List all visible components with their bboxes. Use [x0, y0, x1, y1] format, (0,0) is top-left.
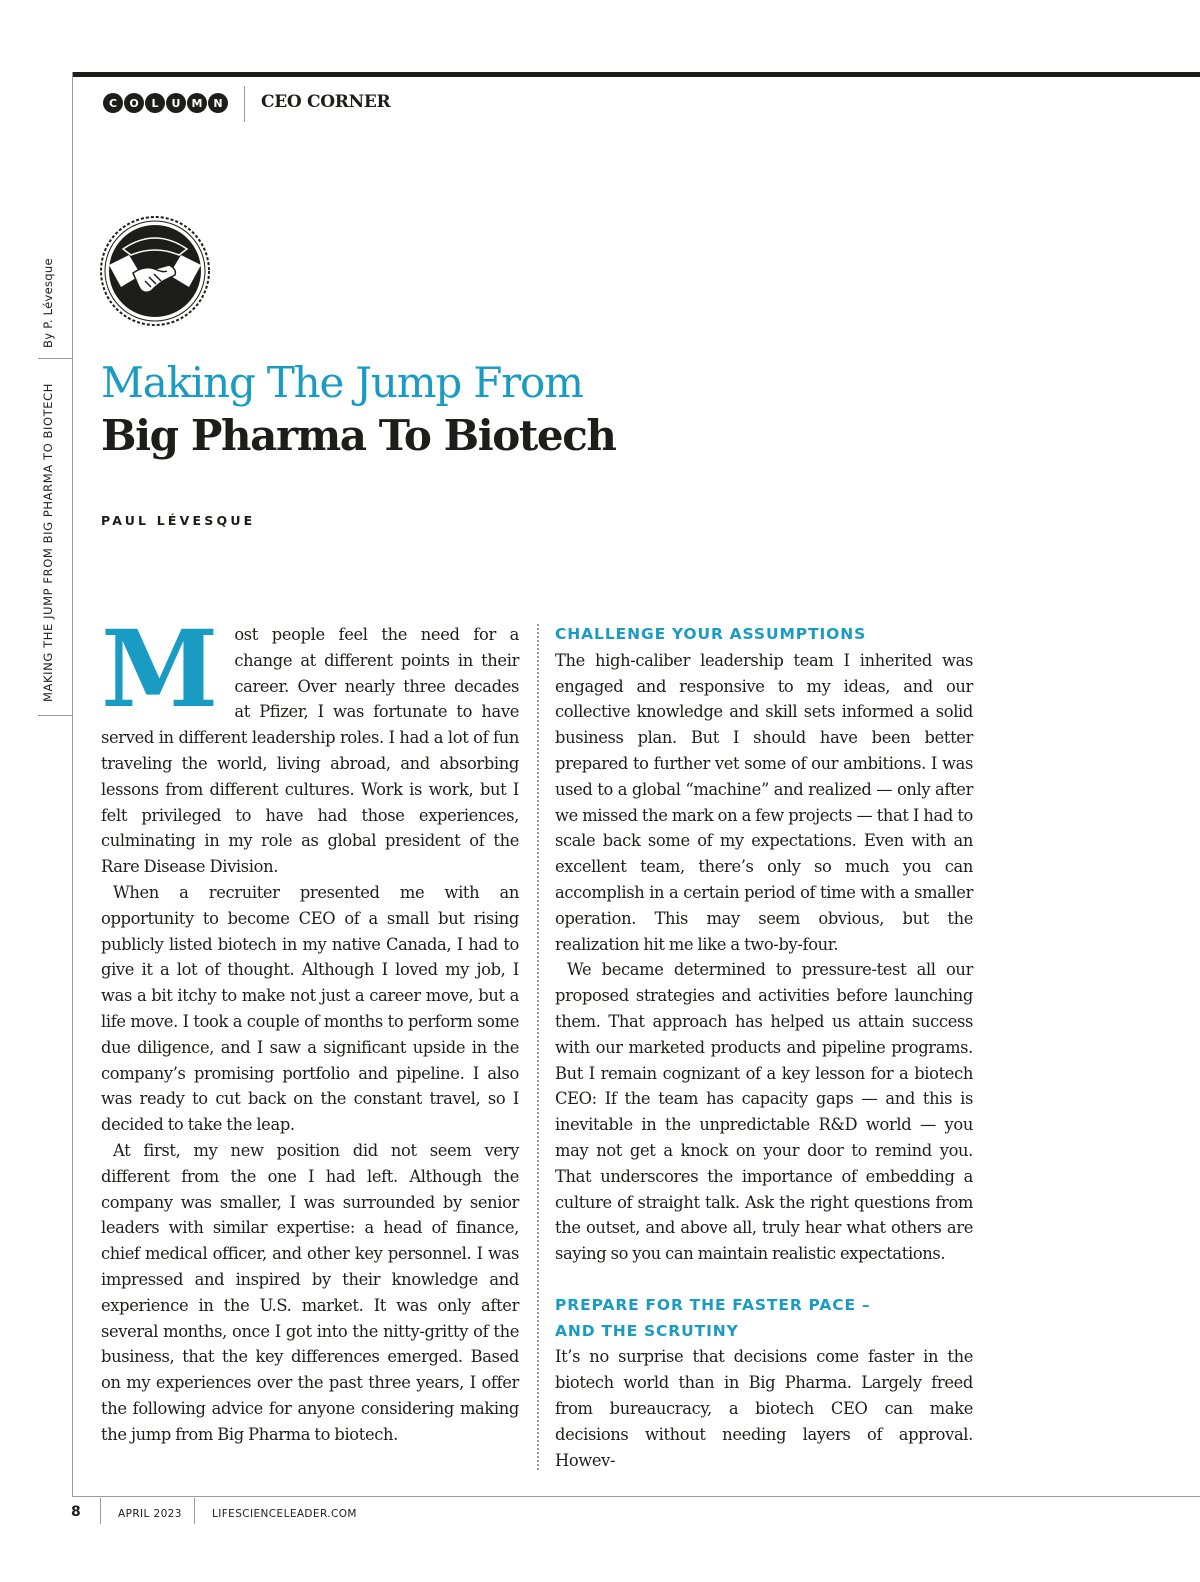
- drop-cap: M: [101, 606, 219, 731]
- column-badge-letter: L: [145, 93, 165, 113]
- subhead: AND THE SCRUTINY: [555, 1321, 739, 1340]
- section-name: CEO CORNER: [261, 92, 391, 112]
- body-paragraph: When a recruiter presented me with an opportunity to become CEO of a small but rising publicly listed biotech in my native Canada, I had to give it a lot of thought. Although I loved my job, I was a bit itchy to make not just a career move, but a life move. I took a couple of months to perform some due diligence, and I saw a significant upside in the company’s promising portfolio and pipeline. I also was ready to cut back on the constant travel, so I decided to take the leap.: [101, 882, 519, 1135]
- footer-rule: [72, 1496, 1200, 1497]
- footer-divider: [194, 1498, 195, 1524]
- column-divider: [537, 624, 539, 1470]
- column-badge-letter: C: [103, 93, 123, 113]
- subhead: CHALLENGE YOUR ASSUMPTIONS: [555, 625, 867, 643]
- column-badge-letter: U: [166, 93, 186, 113]
- subhead: PREPARE FOR THE FASTER PACE –: [555, 1295, 871, 1314]
- column-badge-letter: O: [124, 93, 144, 113]
- sidebar-article-title: MAKING THE JUMP FROM BIG PHARMA TO BIOTECH: [41, 382, 55, 702]
- website: LIFESCIENCELEADER.COM: [212, 1508, 357, 1520]
- body-column-left: [101, 606, 519, 1448]
- sidebar-byline: By P. Lévesque: [41, 258, 55, 348]
- sidebar-divider: [38, 358, 72, 359]
- page-number: 8: [71, 1504, 81, 1520]
- footer-divider: [100, 1498, 101, 1524]
- left-margin-rule: [72, 72, 73, 1497]
- top-rule: [72, 72, 1200, 77]
- column-badge-letter: N: [208, 93, 228, 113]
- body-paragraph: We became determined to pressure-test all our proposed strategies and activities before launching them. That approach has helped us attain success with our marketed products and pipeline programs. But I remain cognizant of a key lesson for a biotech CEO: If the team has capacity gaps — and this is inevitable in the unpredictable R&D world — you may not get a knock on your door to remind you. That underscores the importance of embedding a culture of straight talk. Ask the right questions from the outset, and above all, truly hear what others are saying so you can maintain realistic expectations.: [555, 960, 973, 1264]
- article-title-line2: Big Pharma To Biotech: [101, 411, 616, 460]
- body-paragraph: ost people feel the need for a change at different points in their career. Over nearly three decades at Pfizer, I was fortunate to have served in different leadership roles. I had a lot of fun traveling the world, living abroad, and absorbing lessons from different cultures. Work is work, but I felt privileged to have had those experiences, culminating in my role as global president of the Rare Disease Division.: [101, 625, 519, 877]
- column-badge: [103, 93, 228, 113]
- article-title-line1: Making The Jump From: [101, 358, 583, 407]
- article-author: PAUL LÉVESQUE: [101, 513, 256, 528]
- body-paragraph: The high-caliber leadership team I inherited was engaged and responsive to my ideas, and our collective knowledge and skill sets informed a solid business plan. But I should have been better prepared to further vet some of our ambitions. I was used to a global “machine” and realized — only after we missed the mark on a few projects — that I had to scale back some of my expectations. Even with an excellent team, there’s only so much you can accomplish in a certain period of time with a smaller operation. This may seem obvious, but the realization hit me like a two-by-four.: [555, 650, 973, 954]
- body-paragraph: At first, my new position did not seem very different from the one I had left. Although the company was smaller, I was surrounded by senior leaders with similar expertise: a head of finance, chief medical officer, and other key personnel. I was impressed and inspired by their knowledge and experience in the U.S. market. It was only after several months, once I got into the nitty-gritty of the business, that the key differences emerged. Based on my experiences over the past three years, I offer the following advice for anyone considering making the jump from Big Pharma to biotech.: [101, 1140, 519, 1444]
- column-badge-letter: M: [187, 93, 207, 113]
- header-divider: [244, 86, 245, 122]
- sidebar-divider: [38, 715, 72, 716]
- handshake-icon: [99, 215, 211, 327]
- body-column-right: [555, 622, 973, 1473]
- issue-date: APRIL 2023: [118, 1508, 182, 1520]
- body-paragraph: It’s no surprise that decisions come faster in the biotech world than in Big Pharma. Largely freed from bureaucracy, a biotech CEO can make decisions without needing layers of approval. Howev-: [555, 1347, 973, 1470]
